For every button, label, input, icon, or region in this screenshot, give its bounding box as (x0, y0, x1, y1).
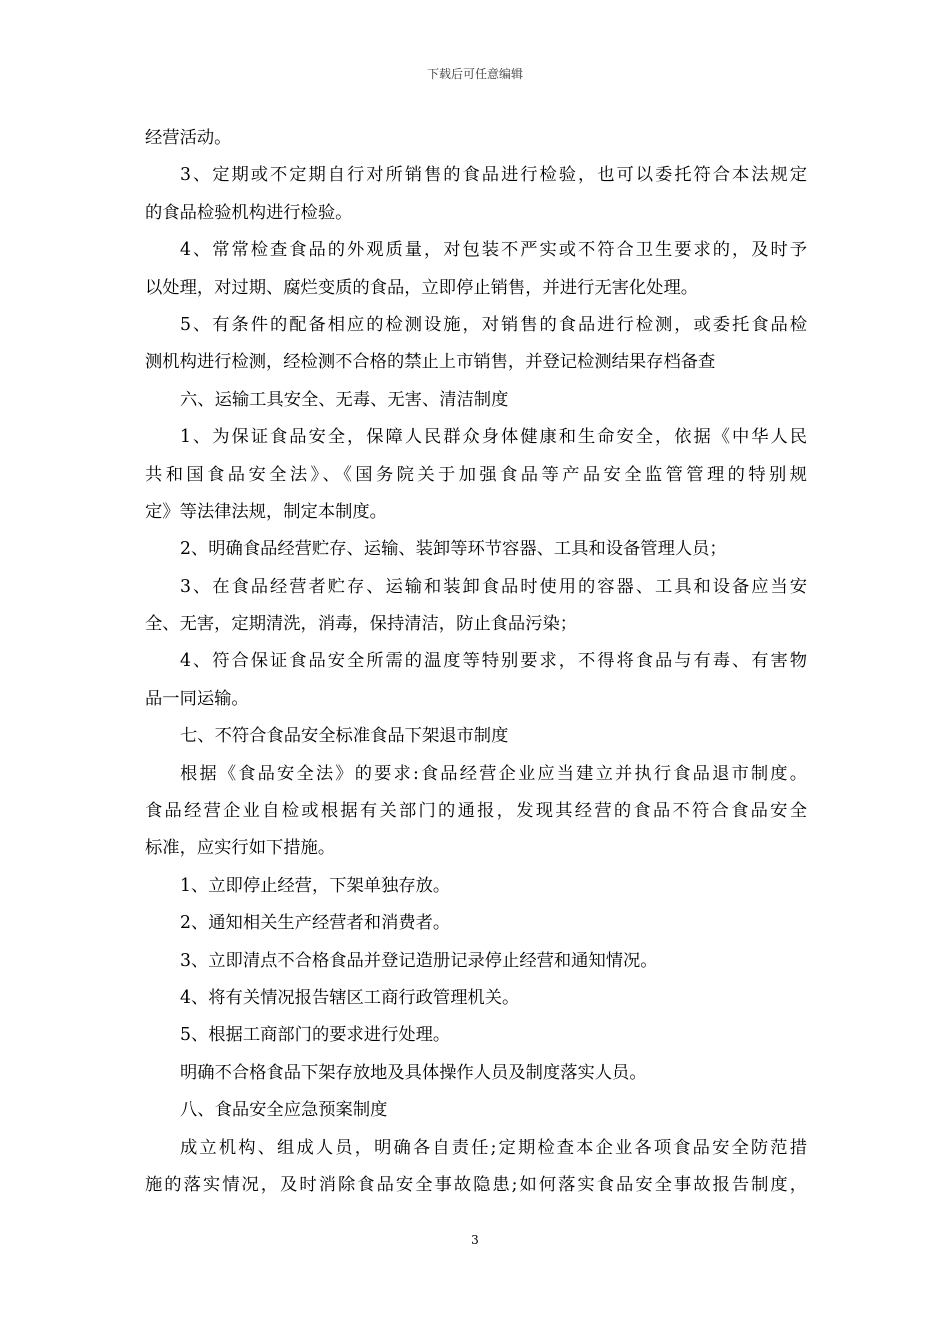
text-line: 5、有条件的配备相应的检测设施，对销售的食品进行检测，或委托食品检 (180, 314, 807, 335)
text-line: 的食品检验机构进行检验。 (145, 202, 353, 223)
text-line: 3、在食品经营者贮存、运输和装卸食品时使用的容器、工具和设备应当安 (180, 576, 807, 597)
text-line: 测机构进行检测，经检测不合格的禁止上市销售，并登记检测结果存档备查 (145, 352, 716, 373)
text-line: 2、通知相关生产经营者和消费者。 (180, 913, 451, 934)
text-line: 七、不符合食品安全标准食品下架退市制度 (180, 726, 509, 747)
page-number: 3 (471, 1233, 479, 1247)
document-body (145, 120, 807, 1204)
text-line: 以处理，对过期、腐烂变质的食品，立即停止销售，并进行无害化处理。 (145, 277, 699, 298)
text-line: 成立机构、组成人员，明确各自责任;定期检查本企业各项食品安全防范措 (180, 1137, 807, 1158)
text-line: 标准，应实行如下措施。 (145, 838, 336, 859)
text-line: 定》等法律法规，制定本制度。 (145, 501, 387, 522)
text-line: 5、根据工商部门的要求进行处理。 (180, 1025, 451, 1046)
text-line: 食品经营企业自检或根据有关部门的通报，发现其经营的食品不符合食品安全 (145, 801, 807, 822)
text-line: 全、无害，定期清洗，消毒，保持清洁，防止食品污染； (145, 614, 578, 635)
text-line: 品一同运输。 (145, 688, 249, 709)
text-line: 4、常常检查食品的外观质量，对包装不严实或不符合卫生要求的，及时予 (180, 240, 807, 261)
text-line: 1、立即停止经营，下架单独存放。 (180, 875, 451, 896)
text-line: 3、立即清点不合格食品并登记造册记录停止经营和通知情况。 (180, 950, 658, 971)
text-line: 2、明确食品经营贮存、运输、装卸等环节容器、工具和设备管理人员； (180, 539, 727, 560)
text-line: 明确不合格食品下架存放地及具体操作人员及制度落实人员。 (180, 1062, 647, 1083)
text-line: 经营活动。 (145, 128, 232, 148)
text-line: 3、定期或不定期自行对所销售的食品进行检验，也可以委托符合本法规定 (180, 165, 807, 186)
text-line: 施的落实情况，及时消除食品安全事故隐患;如何落实食品安全事故报告制度， (145, 1174, 807, 1195)
text-line: 共和国食品安全法》、《国务院关于加强食品等产品安全监管管理的特别规 (145, 464, 807, 485)
text-line: 1、为保证食品安全，保障人民群众身体健康和生命安全，依据《中华人民 (180, 427, 807, 448)
text-line: 4、将有关情况报告辖区工商行政管理机关。 (180, 987, 520, 1008)
page-header: 下载后可任意编辑 (426, 67, 523, 81)
text-line: 4、符合保证食品安全所需的温度等特别要求，不得将食品与有毒、有害物 (180, 651, 807, 672)
text-line: 六、运输工具安全、无毒、无害、清洁制度 (180, 389, 509, 410)
text-line: 根据《食品安全法》的要求:食品经营企业应当建立并执行食品退市制度。 (180, 763, 807, 784)
text-line: 八、食品安全应急预案制度 (180, 1100, 388, 1121)
